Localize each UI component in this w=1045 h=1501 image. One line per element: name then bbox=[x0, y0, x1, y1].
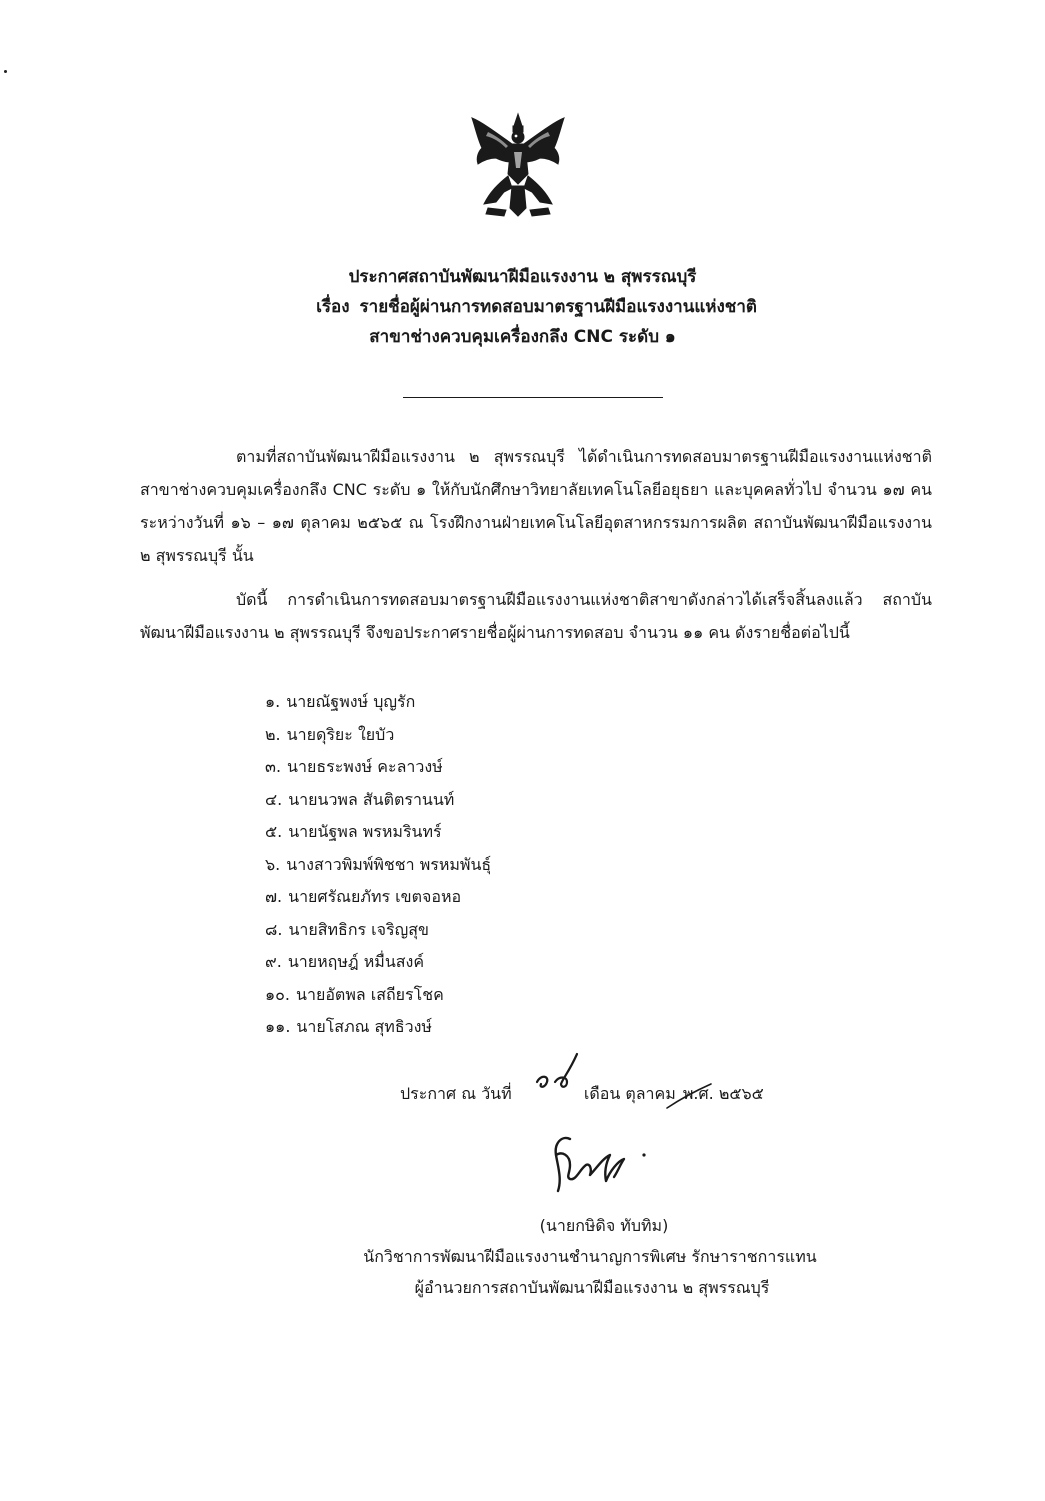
list-item-name: นายอัตพล เสถียรโชค bbox=[296, 984, 444, 1004]
subject-label: เรื่อง bbox=[316, 297, 350, 317]
header-subject bbox=[14, 292, 1045, 322]
list-item-number: ๑๐. bbox=[265, 984, 291, 1004]
scan-speck bbox=[4, 70, 7, 73]
signature-mark bbox=[540, 1125, 660, 1195]
list-item-number: ๔. bbox=[265, 789, 283, 809]
list-item bbox=[265, 751, 491, 784]
list-item bbox=[265, 881, 491, 914]
handwritten-day-mark bbox=[533, 1048, 581, 1094]
list-item bbox=[265, 946, 491, 979]
list-item-name: นายหฤษฎ์ หมื่นสงค์ bbox=[287, 952, 425, 971]
announcement-year: พ.ศ. ๒๕๖๕ bbox=[682, 1084, 764, 1103]
list-item bbox=[265, 914, 491, 947]
list-item-name: นายสิทธิกร เจริญสุข bbox=[288, 919, 429, 939]
list-item-number: ๕. bbox=[265, 822, 283, 841]
list-item bbox=[265, 784, 491, 817]
signer-title-2: ผู้อำนวยการสถาบันพัฒนาฝีมือแรงงาน ๒ สุพรรณบุรี bbox=[414, 1278, 770, 1297]
announcement-month: เดือน ตุลาคม bbox=[583, 1084, 676, 1103]
list-item-number: ๗. bbox=[265, 887, 283, 906]
list-item-name: นายศรัณยภัทร เขตจอหอ bbox=[288, 887, 462, 906]
list-item bbox=[265, 719, 491, 752]
list-item-name: นางสาวพิมพ์พิชชา พรหมพันธุ์ bbox=[286, 854, 492, 874]
list-item bbox=[265, 849, 491, 882]
header-branch: สาขาช่างควบคุมเครื่องกลึง CNC ระดับ ๑ bbox=[369, 327, 676, 347]
list-item-name: นายดุริยะ ใยบัว bbox=[286, 724, 395, 744]
announcement-prefix: ประกาศ ณ วันที่ bbox=[400, 1084, 512, 1103]
header-title: ประกาศสถาบันพัฒนาฝีมือแรงงาน ๒ สุพรรณบุรี bbox=[348, 267, 697, 287]
passed-names-list bbox=[265, 686, 491, 1044]
list-item-number: ๘. bbox=[265, 919, 283, 939]
signer-block bbox=[340, 1210, 840, 1303]
list-item-name: นายธระพงษ์ คะลาวงษ์ bbox=[287, 757, 443, 776]
list-item bbox=[265, 1011, 491, 1044]
list-item-number: ๑๑. bbox=[265, 1017, 291, 1036]
list-item-number: ๓. bbox=[265, 757, 282, 776]
list-item bbox=[265, 979, 491, 1012]
body-paragraph-1: ตามที่สถาบันพัฒนาฝีมือแรงงาน ๒ สุพรรณบุรี ได้ดำเนินการทดสอบมาตรฐานฝีมือแรงงานแห่งชาติ สาขาช่างควบคุมเครื่องกลึง CNC ระดับ ๑ ให้กับนักศึกษาวิทยาลัยเทคโนโลยีอยุธยา และบุคคลทั่วไป จำนวน ๑๗ คน ระหว่างวันที่ ๑๖ – ๑๗ ตุลาคม ๒๕๖๕ ณ โรงฝึกงานฝ่ายเทคโนโลยีอุตสาหกรรมการผลิต สถาบันพัฒนาฝีมือแรงงาน ๒ สุพรรณบุรี นั้น bbox=[140, 447, 932, 565]
signer-name: (นายกษิดิจ ทับทิม) bbox=[539, 1216, 669, 1235]
list-item-name: นายโสภณ สุทธิวงษ์ bbox=[296, 1017, 432, 1036]
list-item-number: ๙. bbox=[265, 952, 282, 971]
list-item-number: ๖. bbox=[265, 854, 281, 874]
list-item bbox=[265, 816, 491, 849]
document-header bbox=[0, 262, 1045, 352]
list-item-number: ๑. bbox=[265, 692, 281, 711]
list-item-name: นายนวพล สันติตรานนท์ bbox=[288, 789, 455, 809]
subject-text: รายชื่อผู้ผ่านการทดสอบมาตรฐานฝีมือแรงงานแห่งชาติ bbox=[359, 297, 757, 317]
list-item-name: นายนัฐพล พรหมรินทร์ bbox=[288, 822, 442, 841]
garuda-emblem-icon bbox=[468, 112, 568, 222]
pen-stroke-mark bbox=[665, 1082, 715, 1112]
signer-title-1: นักวิชาการพัฒนาฝีมือแรงงานชำนาญการพิเศษ รักษาราชการแทน bbox=[363, 1247, 817, 1266]
list-item-name: นายณัฐพงษ์ บุญรัก bbox=[286, 692, 416, 711]
header-divider bbox=[403, 397, 663, 398]
body-paragraph-2: บัดนี้ การดำเนินการทดสอบมาตรฐานฝีมือแรงงานแห่งชาติสาขาดังกล่าวได้เสร็จสิ้นลงแล้ว สถาบันพัฒนาฝีมือแรงงาน ๒ สุพรรณบุรี จึงขอประกาศรายชื่อผู้ผ่านการทดสอบ จำนวน ๑๑ คน ดังรายชื่อต่อไปนี้ bbox=[140, 590, 932, 642]
list-item bbox=[265, 686, 491, 719]
list-item-number: ๒. bbox=[265, 724, 281, 744]
